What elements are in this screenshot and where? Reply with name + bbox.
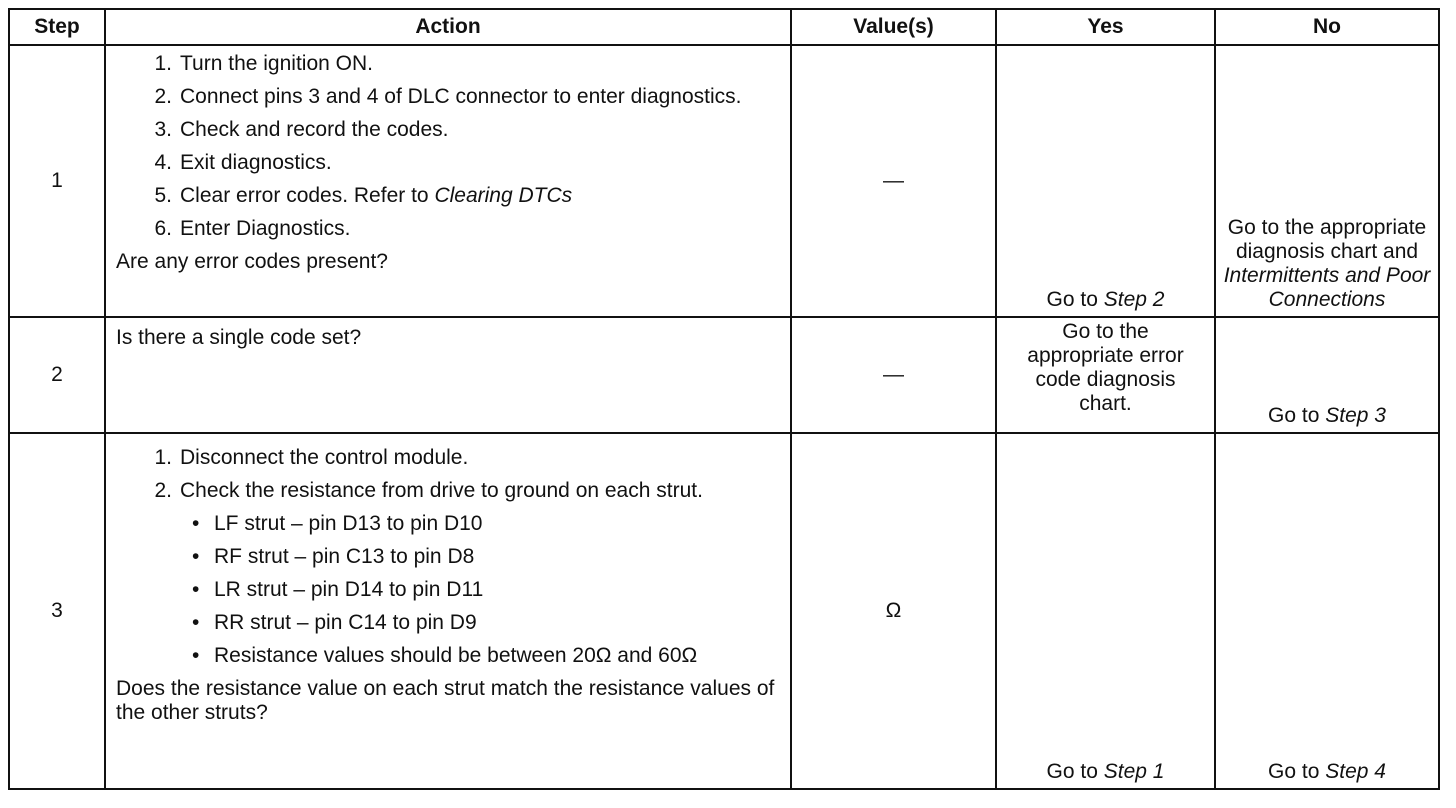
header-action: Action — [105, 9, 791, 45]
list-item: 2. Check the resistance from drive to ground on each strut. — [154, 479, 703, 502]
list-item: 5. Clear error codes. Refer to Clearing DTCs — [154, 184, 573, 207]
table-row-step-3 — [9, 433, 1439, 789]
yes-result: Go to Step 2 — [1046, 288, 1165, 311]
action-cell — [105, 45, 791, 317]
list-item: • LR strut – pin D14 to pin D11 — [192, 578, 484, 601]
no-result: Go to Step 3 — [1268, 404, 1386, 427]
list-item: 3. Check and record the codes. — [154, 118, 449, 141]
value-cell: — — [791, 317, 996, 433]
no-result: Go to Step 4 — [1268, 760, 1386, 783]
list-item: 1. Turn the ignition ON. — [154, 52, 373, 75]
yes-cell — [996, 45, 1215, 317]
table-row-step-1 — [9, 45, 1439, 317]
header-no: No — [1215, 9, 1439, 45]
yes-cell — [996, 433, 1215, 789]
list-item: 6. Enter Diagnostics. — [154, 217, 351, 240]
diagnostic-table — [8, 8, 1440, 790]
action-steps — [116, 446, 780, 503]
list-item: • RR strut – pin C14 to pin D9 — [192, 611, 477, 634]
step-question: Is there a single code set? — [116, 326, 362, 349]
no-cell — [1215, 433, 1439, 789]
list-item: 4. Exit diagnostics. — [154, 151, 332, 174]
no-cell — [1215, 45, 1439, 317]
step-question: Does the resistance value on each strut match the resistance values of the other struts? — [116, 677, 775, 724]
action-steps — [116, 52, 780, 241]
list-item: 1. Disconnect the control module. — [154, 446, 469, 469]
step-number: 1 — [9, 45, 105, 317]
yes-result: Go to Step 1 — [1046, 760, 1165, 783]
action-cell — [105, 433, 791, 789]
header-values: Value(s) — [791, 9, 996, 45]
no-cell — [1215, 317, 1439, 433]
step-number: 3 — [9, 433, 105, 789]
table-row-step-2 — [9, 317, 1439, 433]
list-item: • RF strut – pin C13 to pin D8 — [192, 545, 475, 568]
no-result: Go to the appropriate diagnosis chart and Intermittents and Poor Connections — [1223, 216, 1431, 311]
step-question: Are any error codes present? — [116, 250, 388, 273]
list-item: • Resistance values should be between 20Ω and 60Ω — [192, 644, 698, 667]
strut-bullets — [192, 512, 780, 668]
header-step: Step — [9, 9, 105, 45]
action-cell — [105, 317, 791, 433]
value-cell: — — [791, 45, 996, 317]
header-yes: Yes — [996, 9, 1215, 45]
step-number: 2 — [9, 317, 105, 433]
list-item: 2. Connect pins 3 and 4 of DLC connector to enter diagnostics. — [154, 85, 742, 108]
yes-cell: Go to the appropriate error code diagnosis chart. — [996, 317, 1215, 433]
value-cell: Ω — [791, 433, 996, 789]
header-row — [9, 9, 1439, 45]
list-item: • LF strut – pin D13 to pin D10 — [192, 512, 483, 535]
